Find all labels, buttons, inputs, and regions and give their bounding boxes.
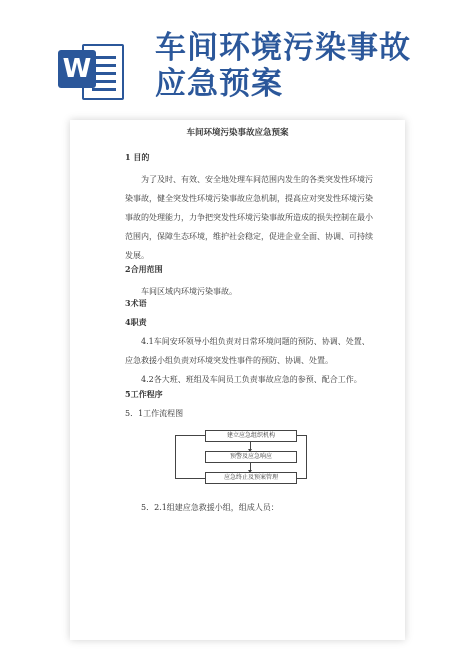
- page-title: [155, 30, 455, 102]
- section-5-heading: 5工作程序: [125, 389, 163, 399]
- section-3-heading: 3术语: [125, 298, 147, 308]
- section-1-heading: 1 目的: [125, 152, 150, 162]
- section-2-heading: 2合用范围: [125, 264, 163, 274]
- workflow-diagram: [175, 430, 325, 490]
- section-5: [125, 385, 375, 423]
- section-5-2-1: 5．2.1组建应急救援小组，组成人员：: [141, 503, 279, 512]
- flow-feedback-line: [296, 435, 307, 479]
- flow-box-organization: 建立应急组织机构: [205, 430, 297, 442]
- paper-line: [92, 88, 116, 91]
- flow-arrow: [250, 441, 251, 449]
- word-document-icon: [58, 38, 122, 100]
- document-preview: [70, 120, 405, 640]
- section-4-2: 4.2各大班、班组及车间员工负责事故应急的参预、配合工作。: [141, 375, 362, 384]
- section-5-1: 5．1工作流程图: [125, 409, 184, 418]
- section-4-heading: 4职责: [125, 317, 147, 327]
- section-4: [125, 313, 375, 389]
- title-line-2: 应急预案: [155, 66, 283, 102]
- section-3: [125, 294, 375, 313]
- flow-arrow: [250, 462, 251, 470]
- flow-box-warning: 预警及应急响应: [205, 451, 297, 463]
- section-1-body: 为了及时、有效、安全地处理车间范围内发生的各类突发性环境污染事故，健全突发性环境污染事故应急机制，提高应对突发性环境污染事故的处理能力，力争把突发性环境污染事故所造成的损失控制在最小范围内，保障生态环境，维护社会稳定，促进企业全面、协调、可持续发展。: [125, 175, 373, 260]
- section-4-1: 4.1车间安环领导小组负责对日常环境问题的预防、协调、处置、应急救援小组负责对环境突发性事件的预防、协调、处置。: [125, 337, 370, 365]
- section-2-body: 车间区域内环境污染事故。: [141, 287, 237, 296]
- section-5-2: [125, 498, 375, 517]
- document-title: 车间环境污染事故应急预案: [186, 128, 289, 138]
- flow-left-bracket: [175, 435, 206, 479]
- section-1: [125, 148, 375, 265]
- title-line-1: 车间环境污染事故: [155, 30, 411, 66]
- flow-box-termination: 应急终止及预案管理: [205, 472, 297, 484]
- word-w-badge: W: [58, 50, 96, 88]
